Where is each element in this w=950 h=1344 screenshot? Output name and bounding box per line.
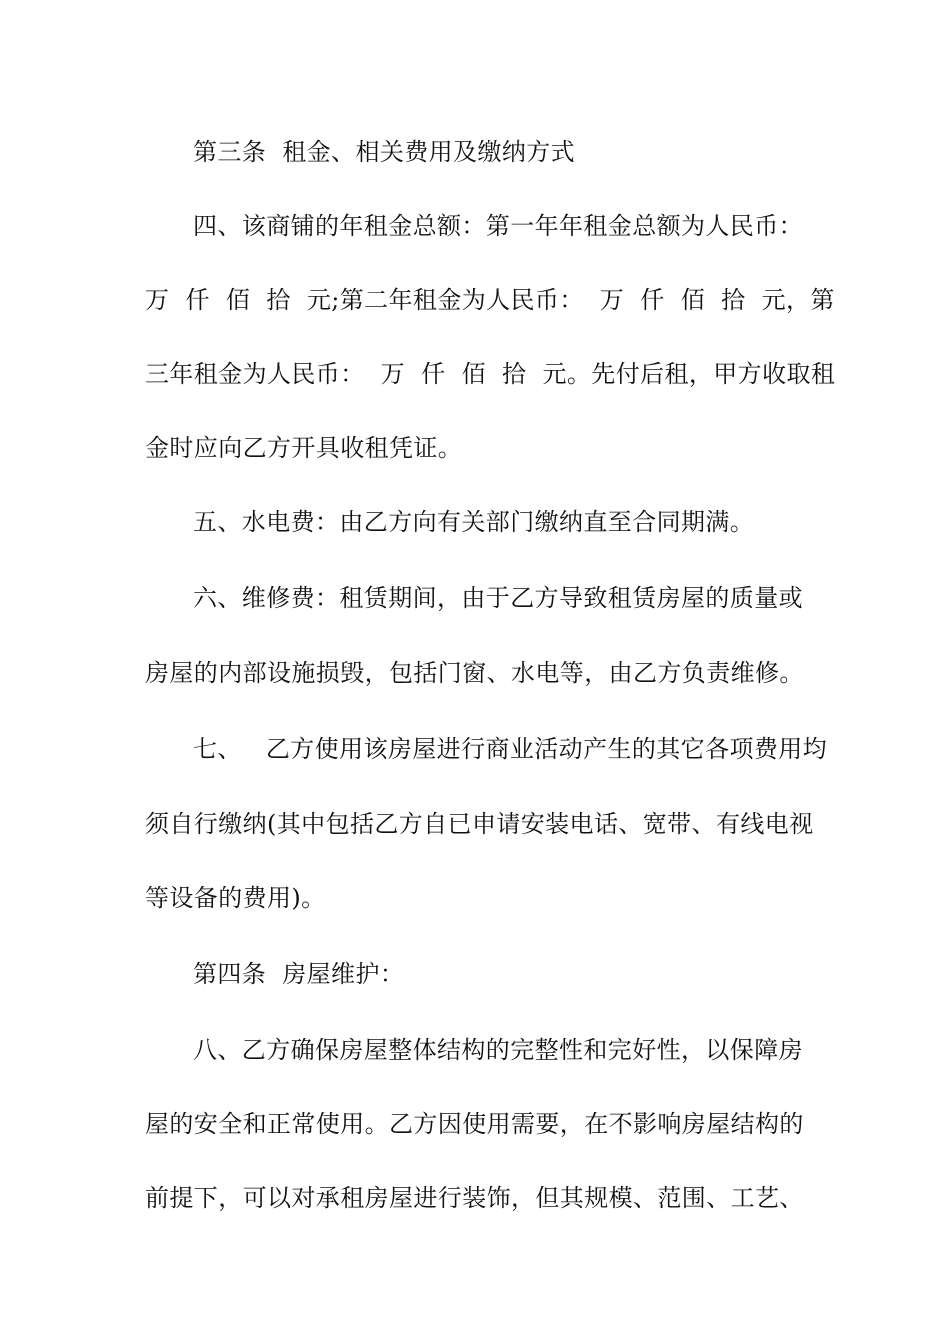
paragraph-line: 屋的安全和正常使用。乙方因使用需要，在不影响房屋结构的 [145, 1110, 804, 1138]
paragraph-line: 万 仟 佰 拾 元;第二年租金为人民币： 万 仟 佰 拾 元，第 [145, 286, 835, 314]
paragraph-line: 七、 乙方使用该房屋进行商业活动产生的其它各项费用均 [193, 735, 828, 763]
paragraph-line: 六、维修费：租赁期间，由于乙方导致租赁房屋的质量或 [193, 584, 803, 612]
paragraph-line: 四、该商铺的年租金总额：第一年年租金总额为人民币： [193, 212, 803, 240]
section-heading-article-3: 第三条 租金、相关费用及缴纳方式 [193, 138, 576, 166]
paragraph-line: 八、乙方确保房屋整体结构的完整性和完好性，以保障房 [193, 1036, 803, 1064]
section-heading-article-4: 第四条 房屋维护： [193, 960, 405, 988]
paragraph-line: 五、水电费：由乙方向有关部门缴纳直至合同期满。 [193, 508, 755, 536]
paragraph-line: 须自行缴纳(其中包括乙方自已申请安装电话、宽带、有线电视 [145, 810, 814, 838]
paragraph-line: 金时应向乙方开具收租凭证。 [145, 434, 463, 462]
paragraph-line: 房屋的内部设施损毁，包括门窗、水电等，由乙方负责维修。 [145, 659, 804, 687]
paragraph-line: 前提下，可以对承租房屋进行装饰，但其规模、范围、工艺、 [145, 1184, 804, 1212]
paragraph-line: 三年租金为人民币： 万 仟 佰 拾 元。先付后租，甲方收取租 [145, 360, 836, 388]
paragraph-line: 等设备的费用)。 [145, 884, 326, 912]
